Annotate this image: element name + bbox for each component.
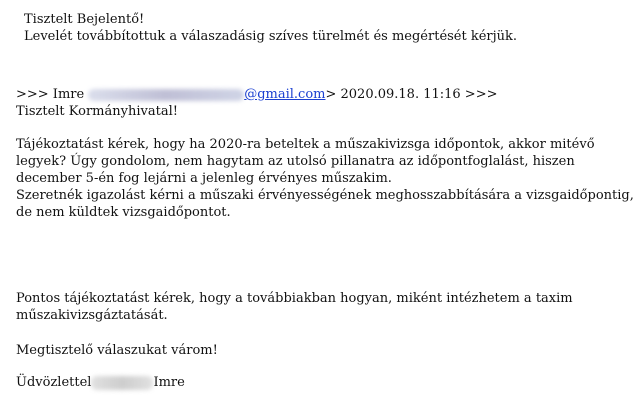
- redacted-email-blur: [88, 89, 244, 101]
- quoted-prefix: >>> Imre: [16, 87, 85, 102]
- quoted-body-paragraph: Tájékoztatást kérek, hogy ha 2020-ra beteltek a műszakivizsga időpontok, akkor mitévő legyek? Úgy gondolom, nem hagytam az utolsó pillanatra az időpontfoglalást, hiszen december 5-én fog lejárni a jelenleg érvényes műszakim.: [16, 137, 595, 186]
- quoted-date: > 2020.09.18. 11:16 >>>: [325, 87, 498, 102]
- quoted-salutation: Tisztelt Kormányhivatal!: [16, 104, 178, 119]
- reply-greeting: Tisztelt Bejelentő!: [24, 12, 145, 27]
- quoted-thanks: Megtisztelő válaszukat várom!: [16, 343, 218, 358]
- quoted-closing: Pontos tájékoztatást kérek, hogy a továbbiakban hogyan, miként intézhetem a taxim műszakivizsgáztatását.: [16, 291, 573, 323]
- reply-block: [24, 11, 517, 45]
- quoted-header: [16, 86, 497, 103]
- signature: [16, 374, 185, 391]
- reply-message: Levelét továbbítottuk a válaszadásig szíves türelmét és megértését kérjük.: [24, 29, 518, 44]
- quoted-body-paragraph-2: Szeretnék igazolást kérni a műszaki érvényességének meghosszabbítására a vizsgaidőpontig, de nem küldtek vizsgaidőpontot.: [16, 188, 634, 220]
- quoted-body: [16, 136, 636, 221]
- sender-email-link[interactable]: @gmail.com: [244, 87, 326, 102]
- signature-prefix: Üdvözlettel: [16, 375, 92, 390]
- redacted-name-blur: [91, 376, 153, 390]
- signature-name: Imre: [153, 375, 185, 390]
